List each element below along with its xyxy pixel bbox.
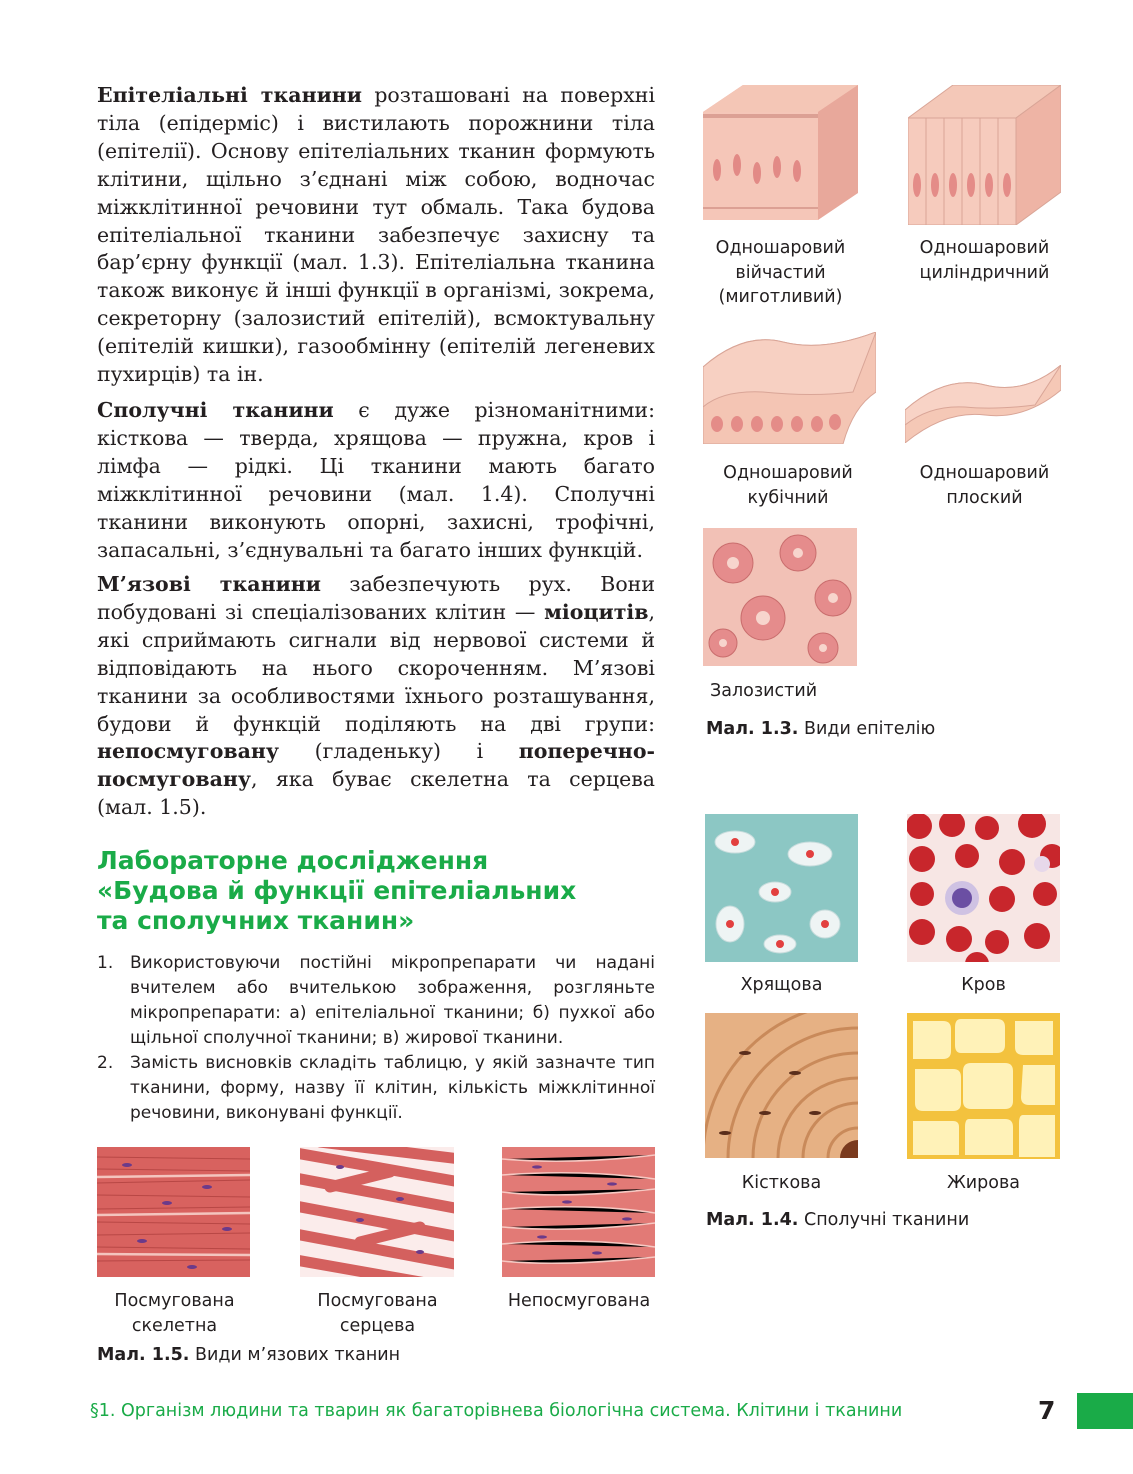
caption-line: Жирова — [946, 1173, 1021, 1193]
caption-line: кубічний — [747, 487, 829, 508]
figure-caption-1-5 — [97, 1343, 400, 1367]
cubic-epithelium-image — [703, 332, 876, 444]
list-item — [97, 1051, 655, 1126]
caption-cylindrical — [903, 236, 1066, 285]
glandular-epithelium-image — [703, 528, 857, 666]
caption-glandular — [710, 679, 830, 704]
caption-line: (миготливий) — [718, 287, 843, 307]
caption-blood — [907, 973, 1060, 998]
lab-title-line: «Будова й функції епітеліальних — [97, 876, 577, 905]
caption-line: Одношаровий — [715, 238, 846, 258]
caption-cartilage — [705, 973, 858, 998]
caption-bone — [705, 1171, 858, 1196]
smooth-muscle-image — [502, 1147, 655, 1277]
caption-line: Одношаровий — [919, 238, 1050, 258]
list-text: Використовуючи постійні мікропрепарати чи надані вчителем або вчителькою зображення, розгляньте мікропрепарати: а) епітеліальної тканини; б) пухкої або щільної сполучної тканини; в) жирової тканини. — [130, 953, 655, 1048]
fat-image — [907, 1013, 1060, 1159]
caption-line: Залозистий — [710, 681, 818, 701]
caption-line: Кров — [961, 975, 1006, 995]
bone-image — [705, 1013, 858, 1158]
ciliated-epithelium-image — [703, 85, 858, 220]
figure-label: Мал. 1.5. — [97, 1345, 190, 1365]
caption-line: Хрящова — [740, 975, 823, 995]
lab-title-line: Лабораторне дослідження — [97, 846, 489, 875]
list-text: Замість висновків складіть таблицю, у якій зазначте тип тканини, форму, назву її клітин, кількість міжклітинної речовини, виконувані функції. — [130, 1053, 655, 1123]
figure-title: Види епітелію — [804, 719, 936, 739]
caption-line: Одношаровий — [919, 463, 1050, 483]
figure-caption-1-4 — [706, 1208, 969, 1232]
caption-cardiac — [300, 1289, 455, 1338]
caption-flat — [903, 461, 1066, 510]
caption-fat — [907, 1171, 1060, 1196]
paragraph-text: , яка буває скелетна та серцева (мал. 1.5). — [97, 767, 655, 820]
page-number: 7 — [1038, 1396, 1056, 1425]
paragraph-text: розташовані на поверхні тіла (епідерміс) і вистилають порожнини тіла (епітелії). Основу епітеліальних тканин формують клітини, щільно з’єднані між собою, водночас міжклітинної речовини тут обмаль. Така будова епітеліальної тканини забезпечує захисну та бар’єрну функції (мал. 1.3). Епітеліальна тканина також виконує й інші функції в організмі, зокрема, секреторну (залозистий епітелій), всмоктувальну (епітелій кишки), газообмінну (епітелій легеневих пухирців) та ін. — [97, 83, 655, 387]
lab-title — [97, 846, 657, 936]
flat-epithelium-image — [905, 365, 1061, 443]
figure-label: Мал. 1.4. — [706, 1210, 799, 1230]
caption-line: циліндричний — [919, 262, 1050, 283]
figure-caption-1-3 — [706, 717, 935, 741]
skeletal-muscle-image — [97, 1147, 250, 1277]
paragraph-text: є дуже різноманітними: кісткова — тверда, хрящова — пружна, кров і лімфа — рідкі. Ці тканини мають багато міжклітинної речовини (мал. 1.4). Сполучні тканини виконують опорні, захисні, трофічні, запасальні, з’єднувальні та багато інших функцій. — [97, 398, 655, 562]
paragraph-text: забезпечують рух. Вони побудовані зі спеціалізованих клітин — — [97, 572, 655, 624]
figure-title: Види м’язових тканин — [195, 1345, 401, 1365]
caption-line: серцева — [339, 1315, 416, 1336]
list-item — [97, 951, 655, 1051]
caption-smooth — [494, 1289, 664, 1314]
page-tab-marker — [1077, 1393, 1133, 1429]
caption-line: Посмугована — [114, 1291, 235, 1311]
paragraph-text: (гладеньку) і — [279, 739, 519, 764]
lab-title-line: та сполучних тканин» — [97, 906, 415, 935]
caption-line: Посмугована — [317, 1291, 438, 1311]
term-smooth: непосмуговану — [97, 739, 280, 764]
cardiac-muscle-image — [300, 1147, 454, 1277]
term-connective: Сполучні тканини — [97, 398, 334, 422]
term-myocytes: міоцитів — [544, 599, 649, 624]
figure-title: Сполучні тканини — [804, 1210, 970, 1230]
list-number: 2. — [97, 1053, 114, 1073]
paragraph-text: , які сприймають сигнали від нервової системи й відповідають на нього скороченням. М’язові тканини за особливостями їхнього розташування, будови й функцій поділяють на дві групи: — [97, 599, 655, 736]
caption-line: Одношаровий — [723, 463, 853, 483]
blood-image — [907, 814, 1060, 962]
figure-label: Мал. 1.3. — [706, 719, 799, 739]
caption-line: Непосмугована — [507, 1291, 651, 1311]
lab-instructions — [97, 951, 655, 1126]
term-epithelial: Епітеліальні тканини — [97, 83, 362, 107]
paragraph-muscle — [97, 571, 655, 822]
caption-line: Кісткова — [741, 1173, 822, 1193]
term-muscle: М’язові тканини — [97, 572, 321, 596]
list-number: 1. — [97, 953, 114, 973]
caption-line: скелетна — [131, 1315, 218, 1336]
caption-skeletal — [97, 1289, 252, 1338]
caption-line: війчастий — [735, 262, 826, 283]
paragraph-epithelial — [97, 82, 655, 389]
caption-line: плоский — [946, 487, 1023, 508]
caption-cubic — [703, 461, 873, 510]
cylindrical-epithelium-image — [908, 85, 1061, 225]
caption-ciliated — [703, 236, 858, 310]
cartilage-image — [705, 814, 858, 962]
footer-section-title: §1. Організм людини та тварин як багаторівнева біологічна система. Клітини і тканини — [90, 1401, 903, 1421]
paragraph-connective — [97, 397, 655, 564]
term-striated: поперечно-посмуговану — [97, 739, 655, 792]
